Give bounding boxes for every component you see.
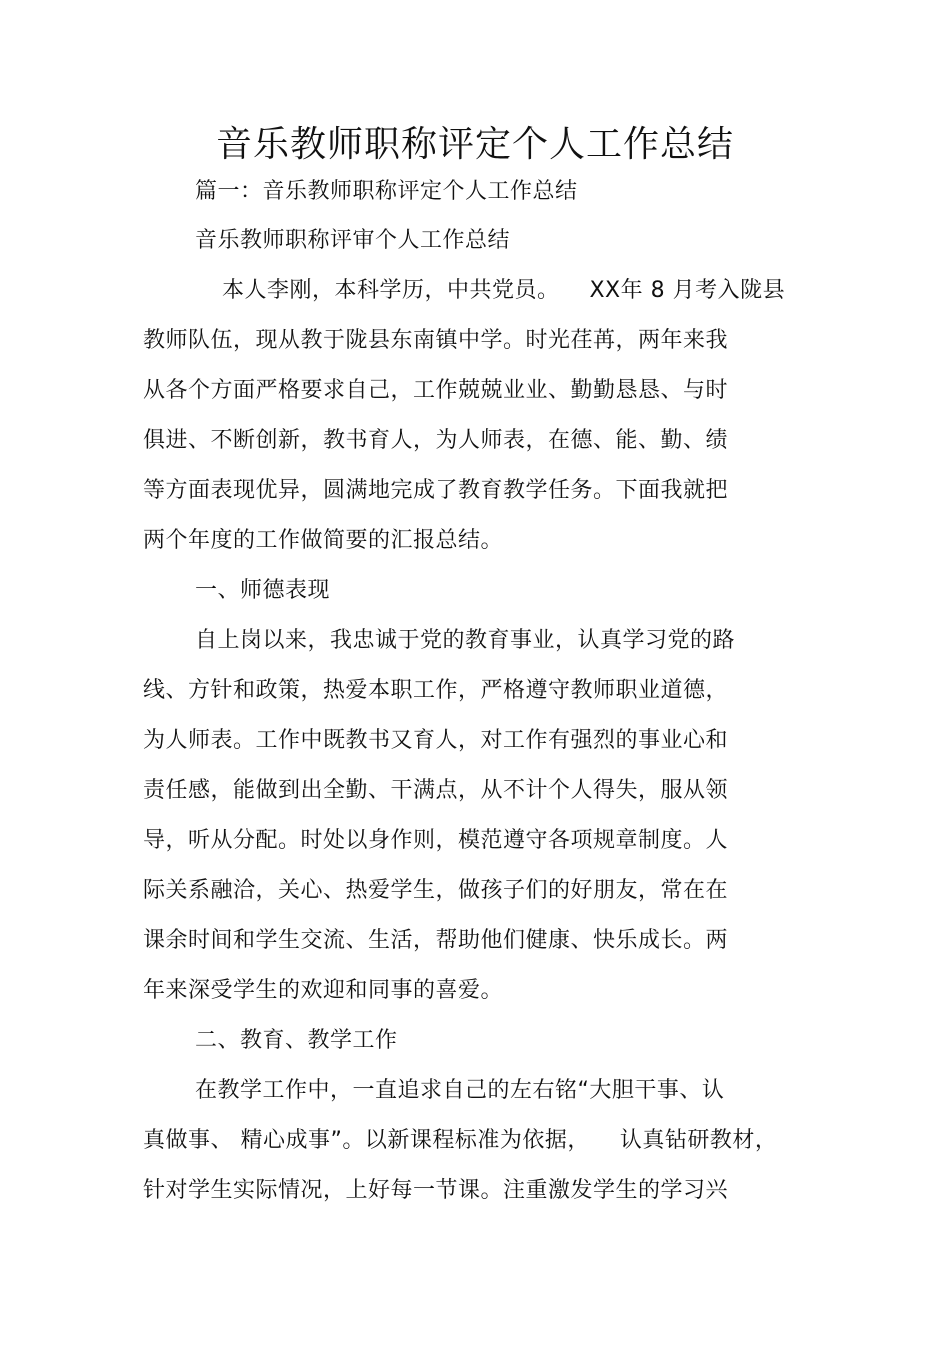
paragraph-line: 际关系融洽，关心、热爱学生，做孩子们的好朋友，常在在: [143, 878, 729, 903]
document-title: 音乐教师职称评定个人工作总结: [215, 124, 734, 165]
heading-line: 音乐教师职称评审个人工作总结: [195, 228, 511, 253]
paragraph-line: 教师队伍，现从教于陇县东南镇中学。时光荏苒，两年来我: [143, 328, 729, 353]
section-heading: 二、教育、教学工作: [195, 1028, 398, 1053]
paragraph-line: 等方面表现优异，圆满地完成了教育教学任务。下面我就把: [143, 478, 729, 503]
paragraph-line: 俱进、不断创新，教书育人，为人师表，在德、能、勤、绩: [143, 428, 729, 453]
paragraph-line: 两个年度的工作做简要的汇报总结。: [143, 528, 504, 553]
paragraph-line: 自上岗以来，我忠诚于党的教育事业，认真学习党的路: [195, 628, 736, 653]
paragraph-line: 导，听从分配。时处以身作则，模范遵守各项规章制度。人: [143, 828, 729, 853]
paragraph-line: 为人师表。工作中既教书又育人，对工作有强烈的事业心和: [143, 728, 729, 753]
paragraph-line: 从各个方面严格要求自己，工作兢兢业业、勤勤恳恳、与时: [143, 378, 729, 403]
paragraph-line: 线、方针和政策，热爱本职工作，严格遵守教师职业道德，: [143, 678, 729, 703]
paragraph-line: 针对学生实际情况，上好每一节课。注重激发学生的学习兴: [143, 1178, 729, 1203]
subtitle-line: 篇一：音乐教师职称评定个人工作总结: [195, 179, 578, 204]
section-heading: 一、师德表现: [195, 578, 331, 603]
paragraph-line: 年来深受学生的欢迎和同事的喜爱。: [143, 978, 504, 1003]
paragraph-line: 责任感，能做到出全勤、干满点，从不计个人得失，服从领: [143, 778, 729, 803]
paragraph-line: 本人李刚，本科学历，中共党员。 XX年 8 月考入陇县: [222, 278, 786, 303]
paragraph-line: 在教学工作中，一直追求自己的左右铭“大胆干事、认: [195, 1078, 725, 1103]
paragraph-line: 真做事、 精心成事”。以新课程标准为依据， 认真钻研教材，: [143, 1128, 778, 1153]
paragraph-line: 课余时间和学生交流、生活，帮助他们健康、快乐成长。两: [143, 928, 729, 953]
